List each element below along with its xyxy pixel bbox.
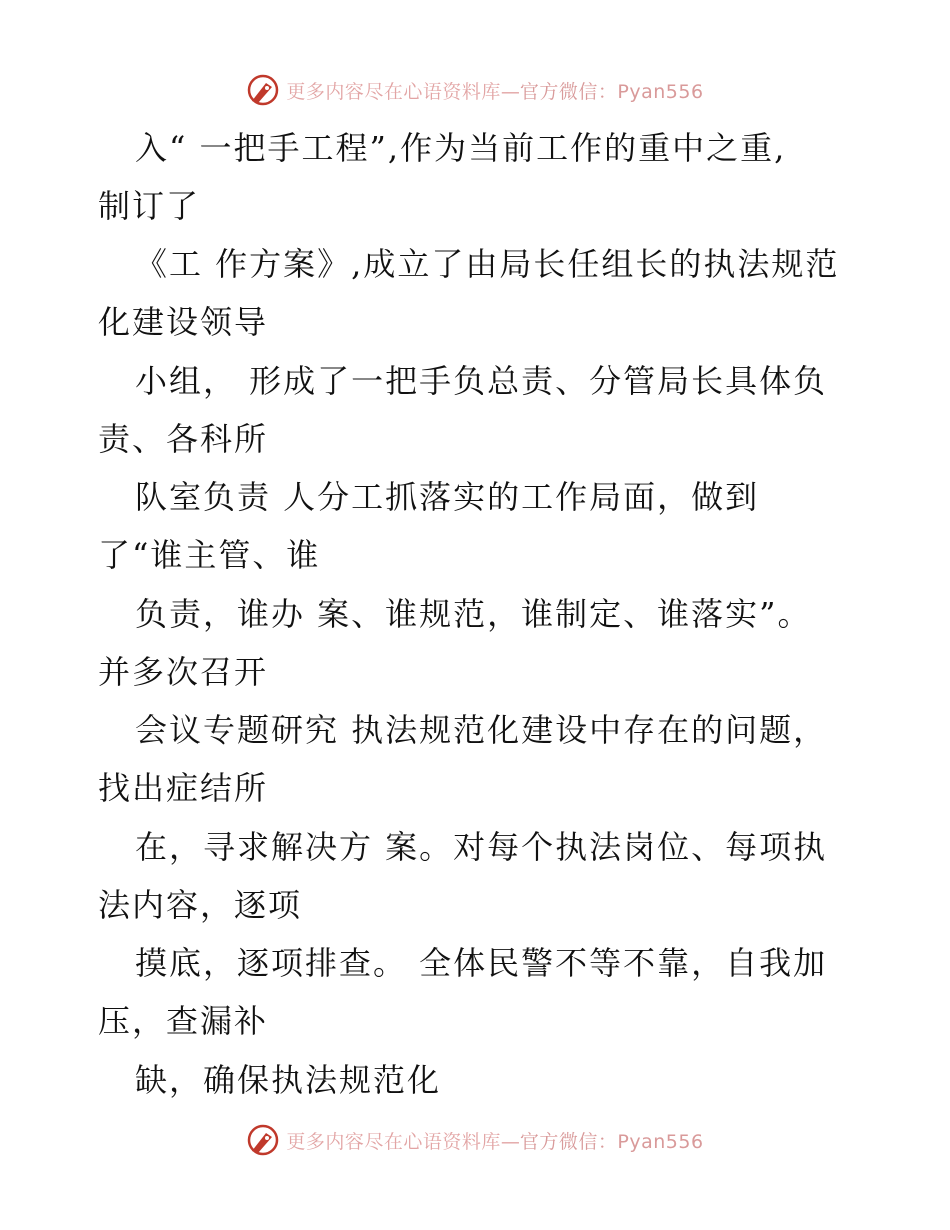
- body-line: 《工 作方案》,成立了由局长任组长的执法规范: [135, 245, 840, 283]
- body-line: 找出症结所: [98, 769, 269, 807]
- pen-nib-logo-icon: [246, 73, 280, 107]
- body-line: 并多次召开: [98, 653, 269, 691]
- pen-nib-logo-icon: [246, 1123, 280, 1157]
- body-line: 法内容，逐项: [98, 886, 303, 924]
- body-line: 负责，谁办 案、谁规范，谁制定、谁落实”。: [135, 595, 812, 633]
- body-line: 制订了: [98, 187, 201, 225]
- watermark-contact: 官方微信：Pyan556: [519, 80, 704, 103]
- header-watermark: [0, 70, 950, 110]
- body-line: 化建设领导: [98, 303, 269, 341]
- body-line: 队室负责 人分工抓落实的工作局面，做到: [135, 478, 760, 516]
- body-line: 责、各科所: [98, 420, 269, 458]
- body-line: 了“谁主管、谁: [98, 536, 321, 574]
- footer-watermark: [0, 1120, 950, 1160]
- watermark-text: 更多内容尽在心语资料库—官方微信：Pyan556: [286, 1130, 704, 1153]
- body-line: 压，查漏补: [98, 1002, 269, 1040]
- body-line: 入“ 一把手工程”,作为当前工作的重中之重,: [135, 129, 787, 167]
- body-line: 摸底，逐项排查。 全体民警不等不靠，自我加: [135, 944, 828, 982]
- body-line: 在，寻求解决方 案。对每个执法岗位、每项执: [135, 828, 828, 866]
- body-line: 缺，确保执法规范化: [135, 1061, 442, 1099]
- watermark-contact: 官方微信：Pyan556: [519, 1130, 704, 1153]
- body-line: 小组， 形成了一把手负总责、分管局长具体负: [135, 362, 828, 400]
- watermark-text: 更多内容尽在心语资料库—官方微信：Pyan556: [286, 80, 704, 103]
- body-line: 会议专题研究 执法规范化建设中存在的问题，: [135, 711, 828, 749]
